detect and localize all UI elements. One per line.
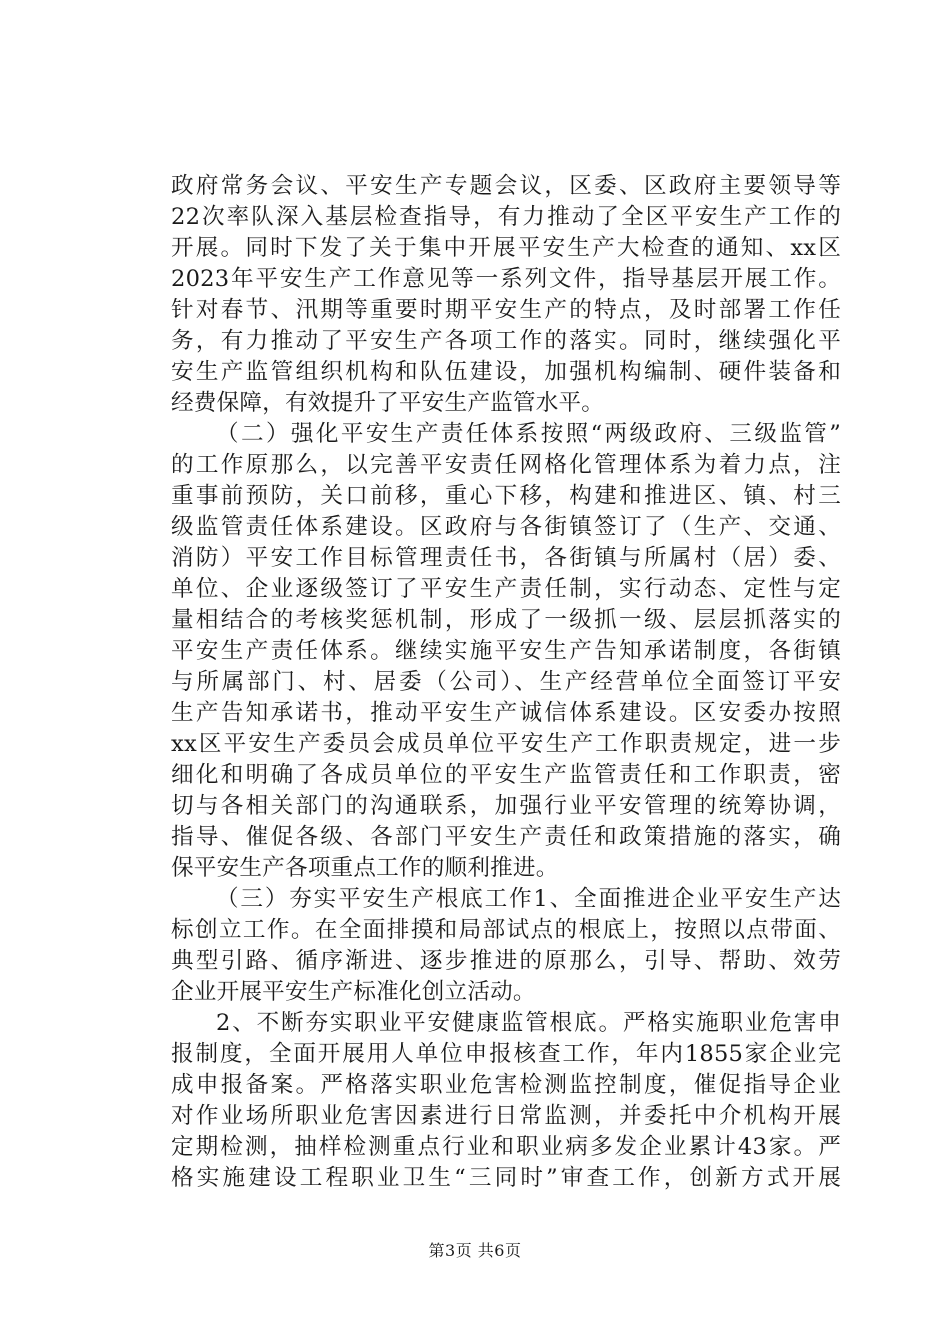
text-line: 细化和明确了各成员单位的平安生产监管责任和工作职责，密 bbox=[171, 762, 841, 788]
text-line: 消防）平安工作目标管理责任书，各街镇与所属村（居）委、 bbox=[171, 545, 841, 571]
text-line: 与所属部门、村、居委（公司）、生产经营单位全面签订平安 bbox=[171, 669, 841, 695]
text-line: 成申报备案。严格落实职业危害检测监控制度，催促指导企业 bbox=[171, 1072, 841, 1098]
text-line: 的工作原那么，以完善平安责任网格化管理体系为着力点，注 bbox=[171, 452, 841, 478]
text-line: 22次率队深入基层检查指导，有力推动了全区平安生产工作的 bbox=[171, 204, 841, 230]
text-line: 报制度，全面开展用人单位申报核查工作，年内1855家企业完 bbox=[171, 1041, 841, 1067]
text-line: 2023年平安生产工作意见等一系列文件，指导基层开展工作。 bbox=[171, 266, 841, 292]
document-body bbox=[171, 171, 841, 1194]
text-line: 生产告知承诺书，推动平安生产诚信体系建设。区安委办按照 bbox=[171, 700, 841, 726]
text-line: 保平安生产各项重点工作的顺利推进。 bbox=[171, 855, 559, 881]
text-line: 切与各相关部门的沟通联系，加强行业平安管理的统筹协调， bbox=[171, 793, 841, 819]
text-line: 2、不断夯实职业平安健康监管根底。严格实施职业危害申 bbox=[216, 1010, 841, 1036]
text-line: 企业开展平安生产标准化创立活动。 bbox=[171, 979, 536, 1005]
text-line: 对作业场所职业危害因素进行日常监测，并委托中介机构开展 bbox=[171, 1103, 841, 1129]
text-line: 定期检测，抽样检测重点行业和职业病多发企业累计43家。严 bbox=[171, 1134, 841, 1160]
page-footer: 第3页 共6页 bbox=[428, 1241, 522, 1260]
text-line: xx区平安生产委员会成员单位平安生产工作职责规定，进一步 bbox=[171, 731, 841, 757]
text-line: 量相结合的考核奖惩机制，形成了一级抓一级、层层抓落实的 bbox=[171, 607, 841, 633]
text-line: 格实施建设工程职业卫生“三同时”审查工作，创新方式开展 bbox=[171, 1165, 841, 1191]
text-line: 级监管责任体系建设。区政府与各街镇签订了（生产、交通、 bbox=[171, 514, 841, 540]
text-line: 典型引路、循序渐进、逐步推进的原那么，引导、帮助、效劳 bbox=[171, 948, 841, 974]
text-line: （三）夯实平安生产根底工作1、全面推进企业平安生产达 bbox=[216, 886, 841, 912]
text-line: 经费保障，有效提升了平安生产监管水平。 bbox=[171, 390, 605, 416]
text-line: （二）强化平安生产责任体系按照“两级政府、三级监管” bbox=[216, 421, 841, 447]
text-line: 平安生产责任体系。继续实施平安生产告知承诺制度，各街镇 bbox=[171, 638, 841, 664]
text-line: 针对春节、汛期等重要时期平安生产的特点，及时部署工作任 bbox=[171, 297, 841, 323]
text-line: 务，有力推动了平安生产各项工作的落实。同时，继续强化平 bbox=[171, 328, 841, 354]
text-line: 标创立工作。在全面排摸和局部试点的根底上，按照以点带面、 bbox=[171, 917, 841, 943]
text-line: 安生产监管组织机构和队伍建设，加强机构编制、硬件装备和 bbox=[171, 359, 841, 385]
text-line: 重事前预防，关口前移，重心下移，构建和推进区、镇、村三 bbox=[171, 483, 841, 509]
text-line: 开展。同时下发了关于集中开展平安生产大检查的通知、xx区 bbox=[171, 235, 841, 261]
text-line: 指导、催促各级、各部门平安生产责任和政策措施的落实，确 bbox=[171, 824, 841, 850]
text-line: 单位、企业逐级签订了平安生产责任制，实行动态、定性与定 bbox=[171, 576, 841, 602]
text-line: 政府常务会议、平安生产专题会议，区委、区政府主要领导等 bbox=[171, 173, 841, 199]
